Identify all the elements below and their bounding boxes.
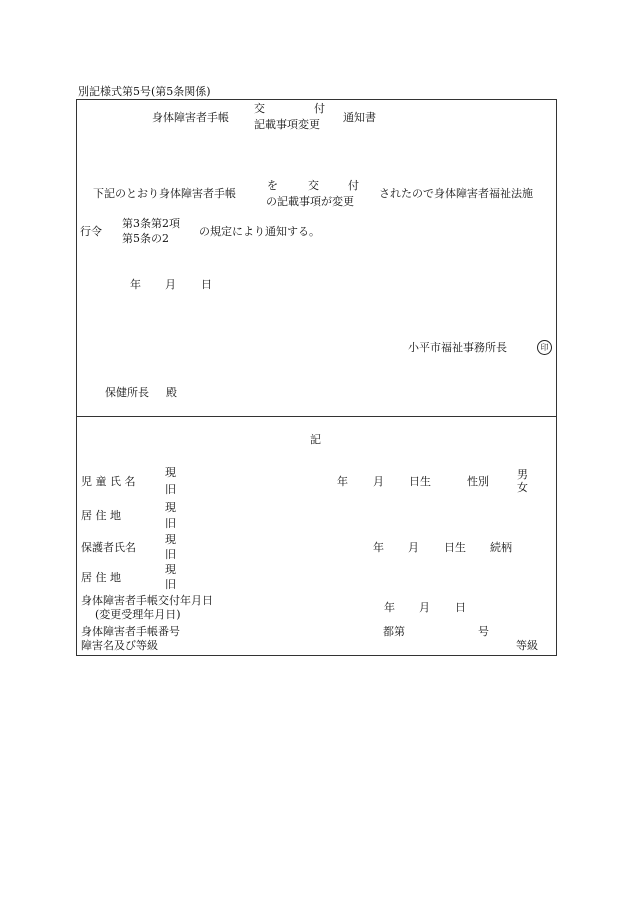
body-line1-choice-c: 付 xyxy=(348,179,359,192)
sex-label: 性別 xyxy=(467,475,489,488)
child-address-current: 現 xyxy=(165,501,176,514)
child-name-former: 旧 xyxy=(165,483,176,496)
child-dob-month: 月 xyxy=(373,475,384,488)
record-heading: 記 xyxy=(310,433,321,446)
body-line1-suffix: されたので身体障害者福祉法施 xyxy=(379,187,533,200)
sex-female: 女 xyxy=(517,481,528,494)
issue-day: 日 xyxy=(455,601,466,614)
child-name-current: 現 xyxy=(165,466,176,479)
body-line1-choice-b: 交 xyxy=(308,179,319,192)
date-day: 日 xyxy=(201,278,212,291)
body-line2-choice-bottom: 第5条の2 xyxy=(122,232,169,245)
guardian-former: 旧 xyxy=(165,548,176,561)
body-line1-prefix: 下記のとおり身体障害者手帳 xyxy=(93,187,236,200)
body-line2-choice-top: 第3条第2項 xyxy=(122,217,180,230)
guardian-address-label: 居 住 地 xyxy=(81,571,121,584)
guardian-name-label: 保護者氏名 xyxy=(81,541,136,554)
guardian-dob-month: 月 xyxy=(408,541,419,554)
child-dob-year: 年 xyxy=(337,475,348,488)
body-line2-suffix: の規定により通知する。 xyxy=(199,225,320,238)
date-month: 月 xyxy=(165,278,176,291)
issue-year: 年 xyxy=(384,601,395,614)
title-choice-issue-a: 交 xyxy=(254,102,265,115)
guardian-address-current: 現 xyxy=(165,563,176,576)
handbook-number-prefix: 都第 xyxy=(383,625,405,638)
issue-date-label: 身体障害者手帳交付年月日 xyxy=(81,594,213,607)
issue-date-sublabel: (変更受理年月日) xyxy=(95,608,181,621)
disability-grade: 等級 xyxy=(516,639,538,652)
section-divider xyxy=(76,416,556,417)
body-line1-choice-bottom: の記載事項が変更 xyxy=(266,195,354,208)
seal-mark: 印 xyxy=(537,340,552,355)
form-number-label: 別記様式第5号(第5条関係) xyxy=(78,85,211,98)
date-year: 年 xyxy=(130,278,141,291)
guardian-current: 現 xyxy=(165,533,176,546)
child-address-former: 旧 xyxy=(165,517,176,530)
title-choice-change: 記載事項変更 xyxy=(254,118,320,131)
child-dob-day: 日生 xyxy=(409,475,431,488)
body-line2-prefix: 行令 xyxy=(80,225,102,238)
issuer-name: 小平市福祉事務所長 xyxy=(408,341,507,354)
body-line1-choice-a: を xyxy=(267,179,278,192)
addressee-name: 保健所長 xyxy=(105,386,149,399)
relation-label: 続柄 xyxy=(490,541,512,554)
guardian-address-former: 旧 xyxy=(165,578,176,591)
guardian-dob-day: 日生 xyxy=(444,541,466,554)
addressee-honorific: 殿 xyxy=(166,386,177,399)
disability-label: 障害名及び等級 xyxy=(81,639,158,652)
handbook-number-suffix: 号 xyxy=(478,625,489,638)
handbook-number-label: 身体障害者手帳番号 xyxy=(81,625,180,638)
title-prefix: 身体障害者手帳 xyxy=(152,111,229,124)
issue-month: 月 xyxy=(419,601,430,614)
child-address-label: 居 住 地 xyxy=(81,509,121,522)
guardian-dob-year: 年 xyxy=(373,541,384,554)
sex-male: 男 xyxy=(517,468,528,481)
title-suffix: 通知書 xyxy=(343,111,376,124)
title-choice-issue-b: 付 xyxy=(314,102,325,115)
child-name-label: 児 童 氏 名 xyxy=(81,475,136,488)
